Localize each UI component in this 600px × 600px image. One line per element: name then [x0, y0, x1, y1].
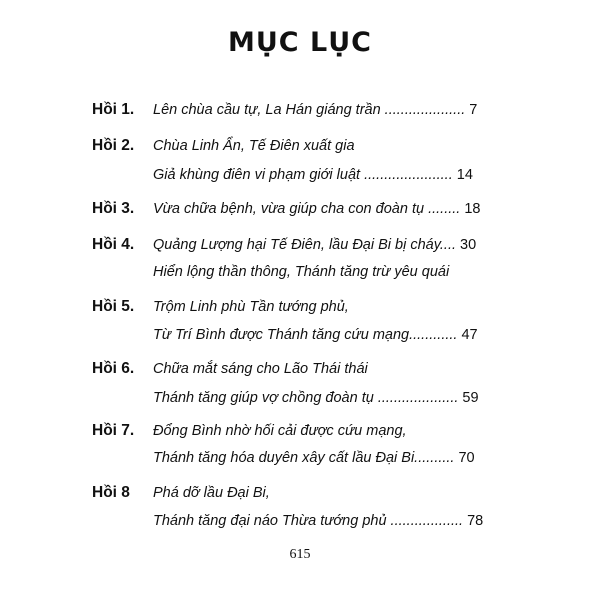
footer-page-number: 615	[289, 547, 311, 562]
chapter-number: Hồi 4.	[92, 236, 135, 253]
chapter-title-text: Thánh tăng giúp vợ chồng đoàn tụ	[153, 390, 374, 406]
dot-leader: ..........	[414, 450, 455, 466]
chapter-title-line	[153, 197, 480, 221]
chapter-title-text: Giả khùng điên vi phạm giới luật	[153, 167, 361, 183]
chapter-page-number: 59	[458, 390, 479, 406]
chapter-number: Hồi 1.	[92, 101, 135, 118]
chapter-title-text: Phá dỡ lầu Đại Bi,	[153, 485, 270, 501]
dot-leader: ........	[424, 201, 461, 217]
chapter-title-text: Thánh tăng đại náo Thừa tướng phủ	[153, 513, 387, 529]
chapter-title-text: Lên chùa cầu tự, La Hán giáng trần	[153, 102, 381, 118]
chapter-number: Hồi 3.	[92, 200, 135, 217]
chapter-title-line	[153, 260, 449, 284]
chapter-page-number: 78	[463, 513, 484, 529]
chapter-title-text: Đổng Bình nhờ hối cải được cứu mạng,	[153, 423, 407, 439]
dot-leader: ....	[439, 237, 457, 253]
chapter-title-line	[153, 98, 477, 122]
chapter-number: Hồi 6.	[92, 360, 135, 377]
dot-leader: ....................	[380, 102, 466, 118]
chapter-title-line	[153, 446, 475, 470]
chapter-title-text: Vừa chữa bệnh, vừa giúp cha con đoàn tụ	[153, 201, 425, 217]
chapter-title-text: Chùa Linh Ẩn, Tế Điên xuất gia	[153, 138, 355, 154]
chapter-title-text: Hiển lộng thần thông, Thánh tăng trừ yêu quái	[153, 264, 450, 280]
page-title: MỤC LỤC	[228, 27, 372, 59]
chapter-page-number: 47	[457, 327, 478, 343]
chapter-title-line	[153, 481, 270, 505]
chapter-page-number: 7	[465, 102, 478, 118]
chapter-page-number: 70	[454, 450, 475, 466]
dot-leader: ....................	[373, 390, 459, 406]
chapter-number: Hồi 7.	[92, 422, 135, 439]
chapter-number: Hồi 8	[92, 484, 130, 501]
chapter-number: Hồi 2.	[92, 137, 135, 154]
chapter-title-line	[153, 233, 476, 257]
chapter-title-line	[153, 163, 473, 187]
chapter-title-text: Trộm Linh phù Tần tướng phủ,	[153, 299, 349, 315]
chapter-page-number: 18	[460, 201, 481, 217]
dot-leader: ..................	[386, 513, 464, 529]
chapter-title-line	[153, 419, 407, 443]
chapter-title-line	[153, 509, 483, 533]
chapter-title-text: Thánh tăng hóa duyên xây cất lầu Đại Bi	[153, 450, 415, 466]
chapter-page-number: 14	[452, 167, 473, 183]
chapter-title-line	[153, 386, 479, 410]
chapter-title-text: Quảng Lượng hại Tế Điên, lầu Đại Bi bị cháy	[153, 237, 440, 253]
chapter-title-line	[153, 323, 478, 347]
chapter-page-number: 30	[456, 237, 477, 253]
chapter-title-line	[153, 295, 349, 319]
chapter-title-line	[153, 357, 368, 381]
dot-leader: ......................	[360, 167, 453, 183]
chapter-number: Hồi 5.	[92, 298, 135, 315]
dot-leader: ............	[409, 327, 458, 343]
chapter-title-text: Chữa mắt sáng cho Lão Thái thái	[153, 361, 368, 377]
chapter-title-text: Từ Trí Bình được Thánh tăng cứu mạng	[153, 327, 410, 343]
chapter-title-line	[153, 134, 355, 158]
